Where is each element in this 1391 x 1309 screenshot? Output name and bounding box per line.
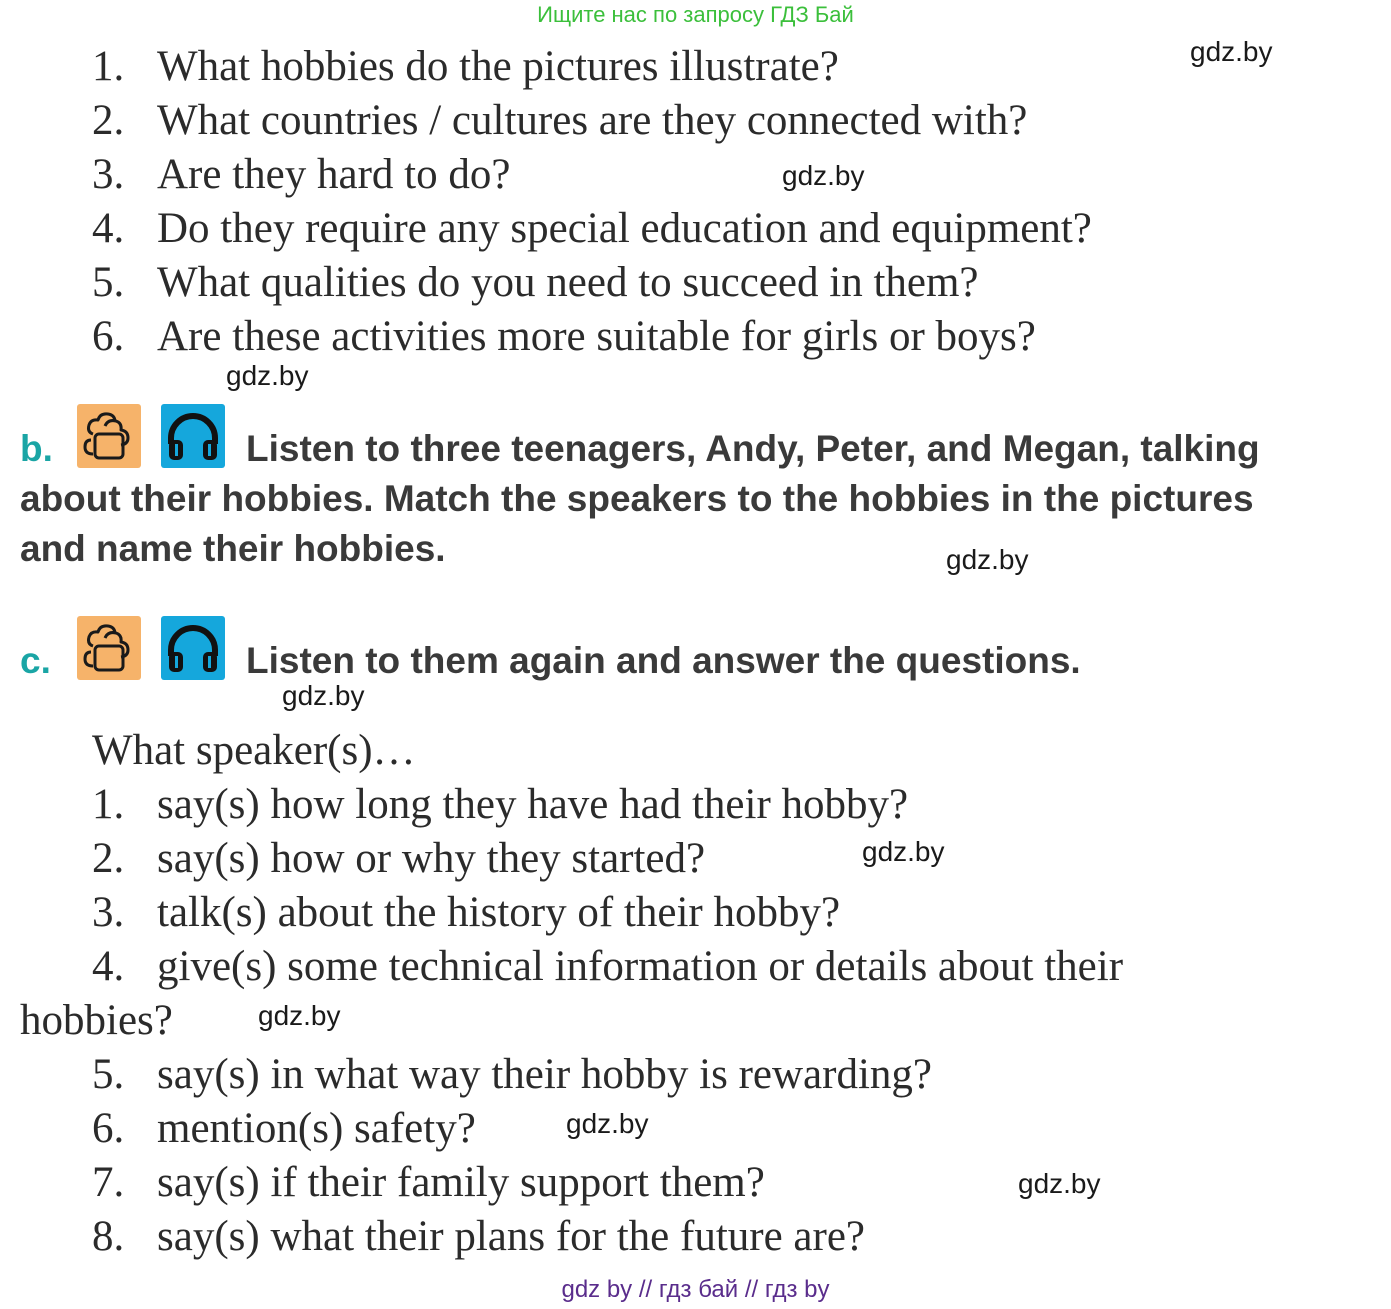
group-work-icon [77, 616, 141, 680]
watermark: gdz.by [566, 1108, 649, 1139]
group-work-icon [77, 404, 141, 468]
question-text: What qualities do you need to succeed in them? [157, 259, 979, 306]
question-item-continuation: hobbies? [20, 997, 173, 1044]
question-number: 5. [92, 1051, 125, 1098]
question-text: Do they require any special education and equipment? [157, 205, 1092, 252]
question-text: say(s) what their plans for the future are? [157, 1213, 866, 1260]
question-text: give(s) some technical information or details about their [157, 943, 1124, 990]
question-number: 2. [92, 835, 125, 882]
watermark: gdz.by [862, 836, 945, 867]
section-c-letter: c. [20, 640, 51, 681]
question-text: talk(s) about the history of their hobby? [157, 889, 841, 936]
watermark: gdz.by [782, 160, 865, 191]
question-text: Are they hard to do? [157, 151, 511, 198]
question-number: 6. [92, 1105, 125, 1152]
question-number: 1. [92, 781, 125, 828]
question-number: 5. [92, 259, 125, 306]
watermark: gdz.by [226, 360, 309, 391]
section-b-instruction-line: Listen to three teenagers, Andy, Peter, and Megan, talking [246, 428, 1260, 469]
question-text: say(s) how long they have had their hobby? [157, 781, 909, 828]
question-text: say(s) how or why they started? [157, 835, 706, 882]
question-number: 4. [92, 205, 125, 252]
question-text: Are these activities more suitable for girls or boys? [157, 313, 1036, 360]
section-c-instruction: Listen to them again and answer the questions. [246, 640, 1081, 681]
question-number: 3. [92, 151, 125, 198]
headphones-icon [161, 616, 225, 680]
watermark: gdz.by [946, 544, 1029, 575]
section-b-instruction-line: and name their hobbies. [20, 528, 446, 569]
watermark: gdz.by [282, 680, 365, 711]
question-number: 8. [92, 1213, 125, 1260]
question-text: mention(s) safety? [157, 1105, 476, 1152]
headphones-icon [161, 404, 225, 468]
footer-links[interactable]: gdz by // гдз бай // гдз by [561, 1276, 830, 1303]
question-text: What hobbies do the pictures illustrate? [157, 43, 839, 90]
question-number: 4. [92, 943, 125, 990]
section-b-letter: b. [20, 428, 53, 469]
question-text: What countries / cultures are they connected with? [157, 97, 1028, 144]
watermark: gdz.by [258, 1000, 341, 1031]
question-number: 1. [92, 43, 125, 90]
watermark: gdz.by [1018, 1168, 1101, 1199]
question-number: 7. [92, 1159, 125, 1206]
section-c-lead: What speaker(s)… [92, 727, 416, 774]
section-b-instruction-line: about their hobbies. Match the speakers to the hobbies in the pictures [20, 478, 1254, 519]
top-banner[interactable]: Ищите нас по запросу ГДЗ Бай [537, 2, 854, 27]
question-number: 2. [92, 97, 125, 144]
question-number: 3. [92, 889, 125, 936]
question-text: say(s) if their family support them? [157, 1159, 765, 1206]
question-text: say(s) in what way their hobby is rewarding? [157, 1051, 932, 1098]
question-number: 6. [92, 313, 125, 360]
watermark: gdz.by [1190, 36, 1273, 67]
